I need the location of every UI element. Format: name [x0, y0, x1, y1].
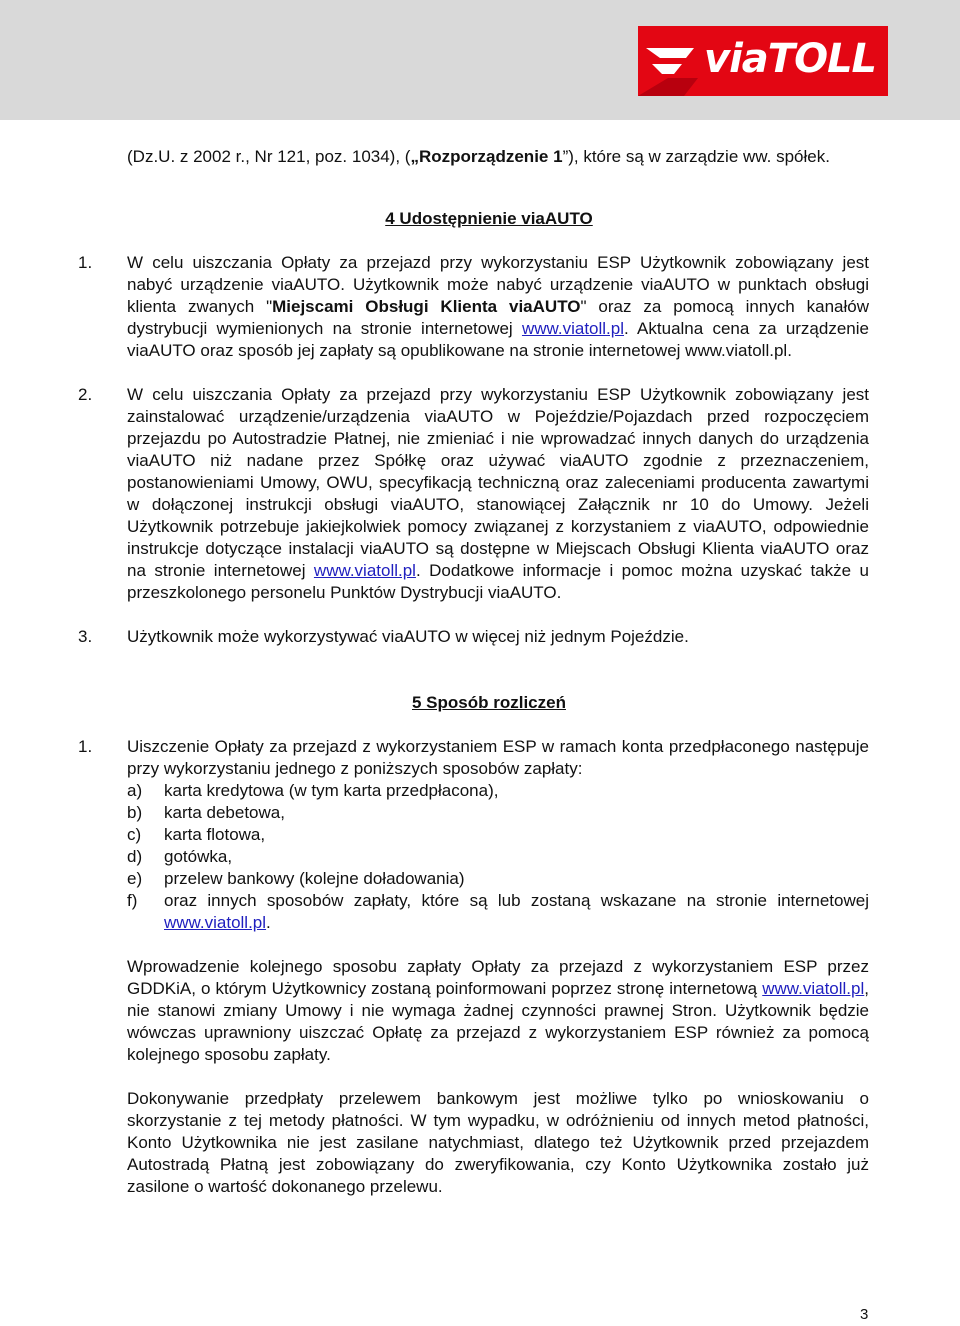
list-label: c) — [127, 825, 142, 844]
intro-bold: „Rozporządzenie 1 — [410, 147, 563, 166]
section-4-item-3 — [0, 626, 960, 648]
item-text-part: . Dodatkowe informacje i pomoc można uzyskać także u przeszkolonego personelu Punktów Dystrybucji viaAUTO. — [127, 561, 869, 602]
payment-methods-list — [0, 780, 960, 934]
section-5-heading-text: 5 Sposób rozliczeń — [412, 693, 566, 712]
list-text-part: oraz innych sposobów zapłaty, które są lub zostaną wskazane na stronie internetowej — [164, 891, 869, 910]
item-number: 1. — [78, 737, 93, 756]
bank-transfer-paragraph: Dokonywanie przedpłaty przelewem bankowym jest możliwe tylko po wnioskowaniu o skorzystanie z tej metody płatności. W tym wypadku, w odróżnieniu od innych metod płatności, Konto Użytkownika nie jest zasilane natychmiast, dlatego też Użytkownik przed przejazdem Autostradą Płatną jest zobowiązany do zweryfikowania, czy Konto Użytkownika zostało już zasilone o wartość dokonanego przelewu. — [127, 1089, 869, 1196]
viatoll-link[interactable]: www.viatoll.pl — [762, 979, 865, 998]
section-4-heading-text: 4 Udostępnienie viaAUTO — [385, 209, 593, 228]
paragraph-text-part: Wprowadzenie kolejnego sposobu zapłaty Opłaty za przejazd z wykorzystaniem ESP przez GDDKiA, o którym Użytkownicy zostaną poinformowani poprzez stronę internetową — [127, 957, 869, 998]
item-text: Uiszczenie Opłaty za przejazd z wykorzystaniem ESP w ramach konta przedpłaconego następuje przy wykorzystaniu jednego z poniższych sposobów zapłaty: — [127, 737, 869, 778]
viatoll-link[interactable]: www.viatoll.pl — [521, 319, 625, 338]
item-number: 1. — [78, 253, 93, 272]
list-item — [0, 868, 960, 890]
intro-paragraph — [127, 146, 869, 168]
payment-change-paragraph — [127, 956, 869, 1066]
paragraph-text-part: , nie stanowi zmiany Umowy i nie wymaga żadnej czynności prawnej Stron. Użytkownik będzie wówczas uprawniony uiszczać Opłatę za przejazd z wykorzystaniem ESP również za pomocą kolejnego sposobu zapłaty. — [127, 979, 869, 1064]
item-text-part: . Aktualna cena za urządzenie viaAUTO oraz sposób jej zapłaty są opublikowane na stronie internetowej www.viatoll.pl. — [127, 319, 869, 360]
viatoll-link[interactable]: www.viatoll.pl — [313, 561, 416, 580]
item-text-part: W celu uiszczania Opłaty za przejazd przy wykorzystaniu ESP Użytkownik zobowiązany jest nabyć urządzenie viaAUTO. Użytkownik może nabyć urządzenie viaAUTO w punktach obsługi klienta zwanych " — [127, 253, 869, 316]
page-header — [0, 0, 960, 120]
viatoll-logo — [638, 26, 888, 96]
section-4-item-2 — [0, 384, 960, 604]
section-5-item-1 — [0, 736, 960, 780]
item-text-part: W celu uiszczania Opłaty za przejazd przy wykorzystaniu ESP Użytkownik zobowiązany jest zainstalować urządzenie/urządzenia viaAUTO w Pojeździe/Pojazdach przed rozpoczęciem przejazdu po Autostradzie Płatnej, nie zmieniać i nie wprowadzać innych danych do urządzenia viaAUTO niż nadane przez Spółkę oraz używać viaAUTO zgodnie z przeznaczeniem, postanowieniami Umowy, OWU, specyfikacją techniczną oraz zaleceniami producenta zawartymi w dołączonej instrukcji obsługi viaAUTO, stanowiącej Załącznik nr 10 do Umowy. Jeżeli Użytkownik potrzebuje jakiejkolwiek pomocy związanej z korzystaniem z viaAUTO, odpowiednie instrukcje dotyczące instalacji viaAUTO są dostępne w Miejscach Obsługi Klienta viaAUTO oraz na stronie internetowej — [127, 385, 869, 580]
logo-text: viaTOLL — [704, 36, 877, 82]
document-body — [0, 146, 960, 1198]
list-text — [164, 890, 869, 934]
item-text — [127, 384, 869, 604]
item-number: 2. — [78, 385, 93, 404]
list-label: e) — [127, 869, 143, 888]
list-item — [0, 890, 960, 934]
list-label: b) — [127, 803, 143, 822]
intro-text-2: ”), które są w zarządzie ww. spółek. — [562, 147, 830, 166]
item-text-part: " oraz za pomocą innych kanałów dystrybucji wymienionych na stronie internetowej — [127, 297, 870, 338]
list-item — [0, 824, 960, 846]
list-label: a) — [127, 781, 143, 800]
list-item — [0, 802, 960, 824]
section-5-heading — [0, 692, 960, 714]
list-label: f) — [127, 891, 138, 910]
list-label: d) — [127, 847, 143, 866]
item-number: 3. — [78, 627, 93, 646]
list-text-part: . — [266, 913, 271, 932]
viatoll-link[interactable]: www.viatoll.pl — [164, 913, 267, 932]
list-text: przelew bankowy (kolejne doładowania) — [164, 869, 465, 888]
list-text: karta debetowa, — [164, 803, 285, 822]
item-bold: Miejscami Obsługi Klienta viaAUTO — [272, 297, 581, 316]
list-text: gotówka, — [164, 847, 233, 866]
intro-text-1: (Dz.U. z 2002 r., Nr 121, poz. 1034), ( — [127, 147, 411, 166]
section-4-item-1 — [0, 252, 960, 362]
section-4-heading — [0, 208, 960, 230]
item-text — [127, 252, 869, 362]
list-text: karta kredytowa (w tym karta przedpłacona), — [164, 781, 499, 800]
item-text: Użytkownik może wykorzystywać viaAUTO w więcej niż jednym Pojeździe. — [127, 627, 689, 646]
list-text: karta flotowa, — [164, 825, 266, 844]
page-number: 3 — [860, 1306, 869, 1323]
list-item — [0, 846, 960, 868]
list-item — [0, 780, 960, 802]
